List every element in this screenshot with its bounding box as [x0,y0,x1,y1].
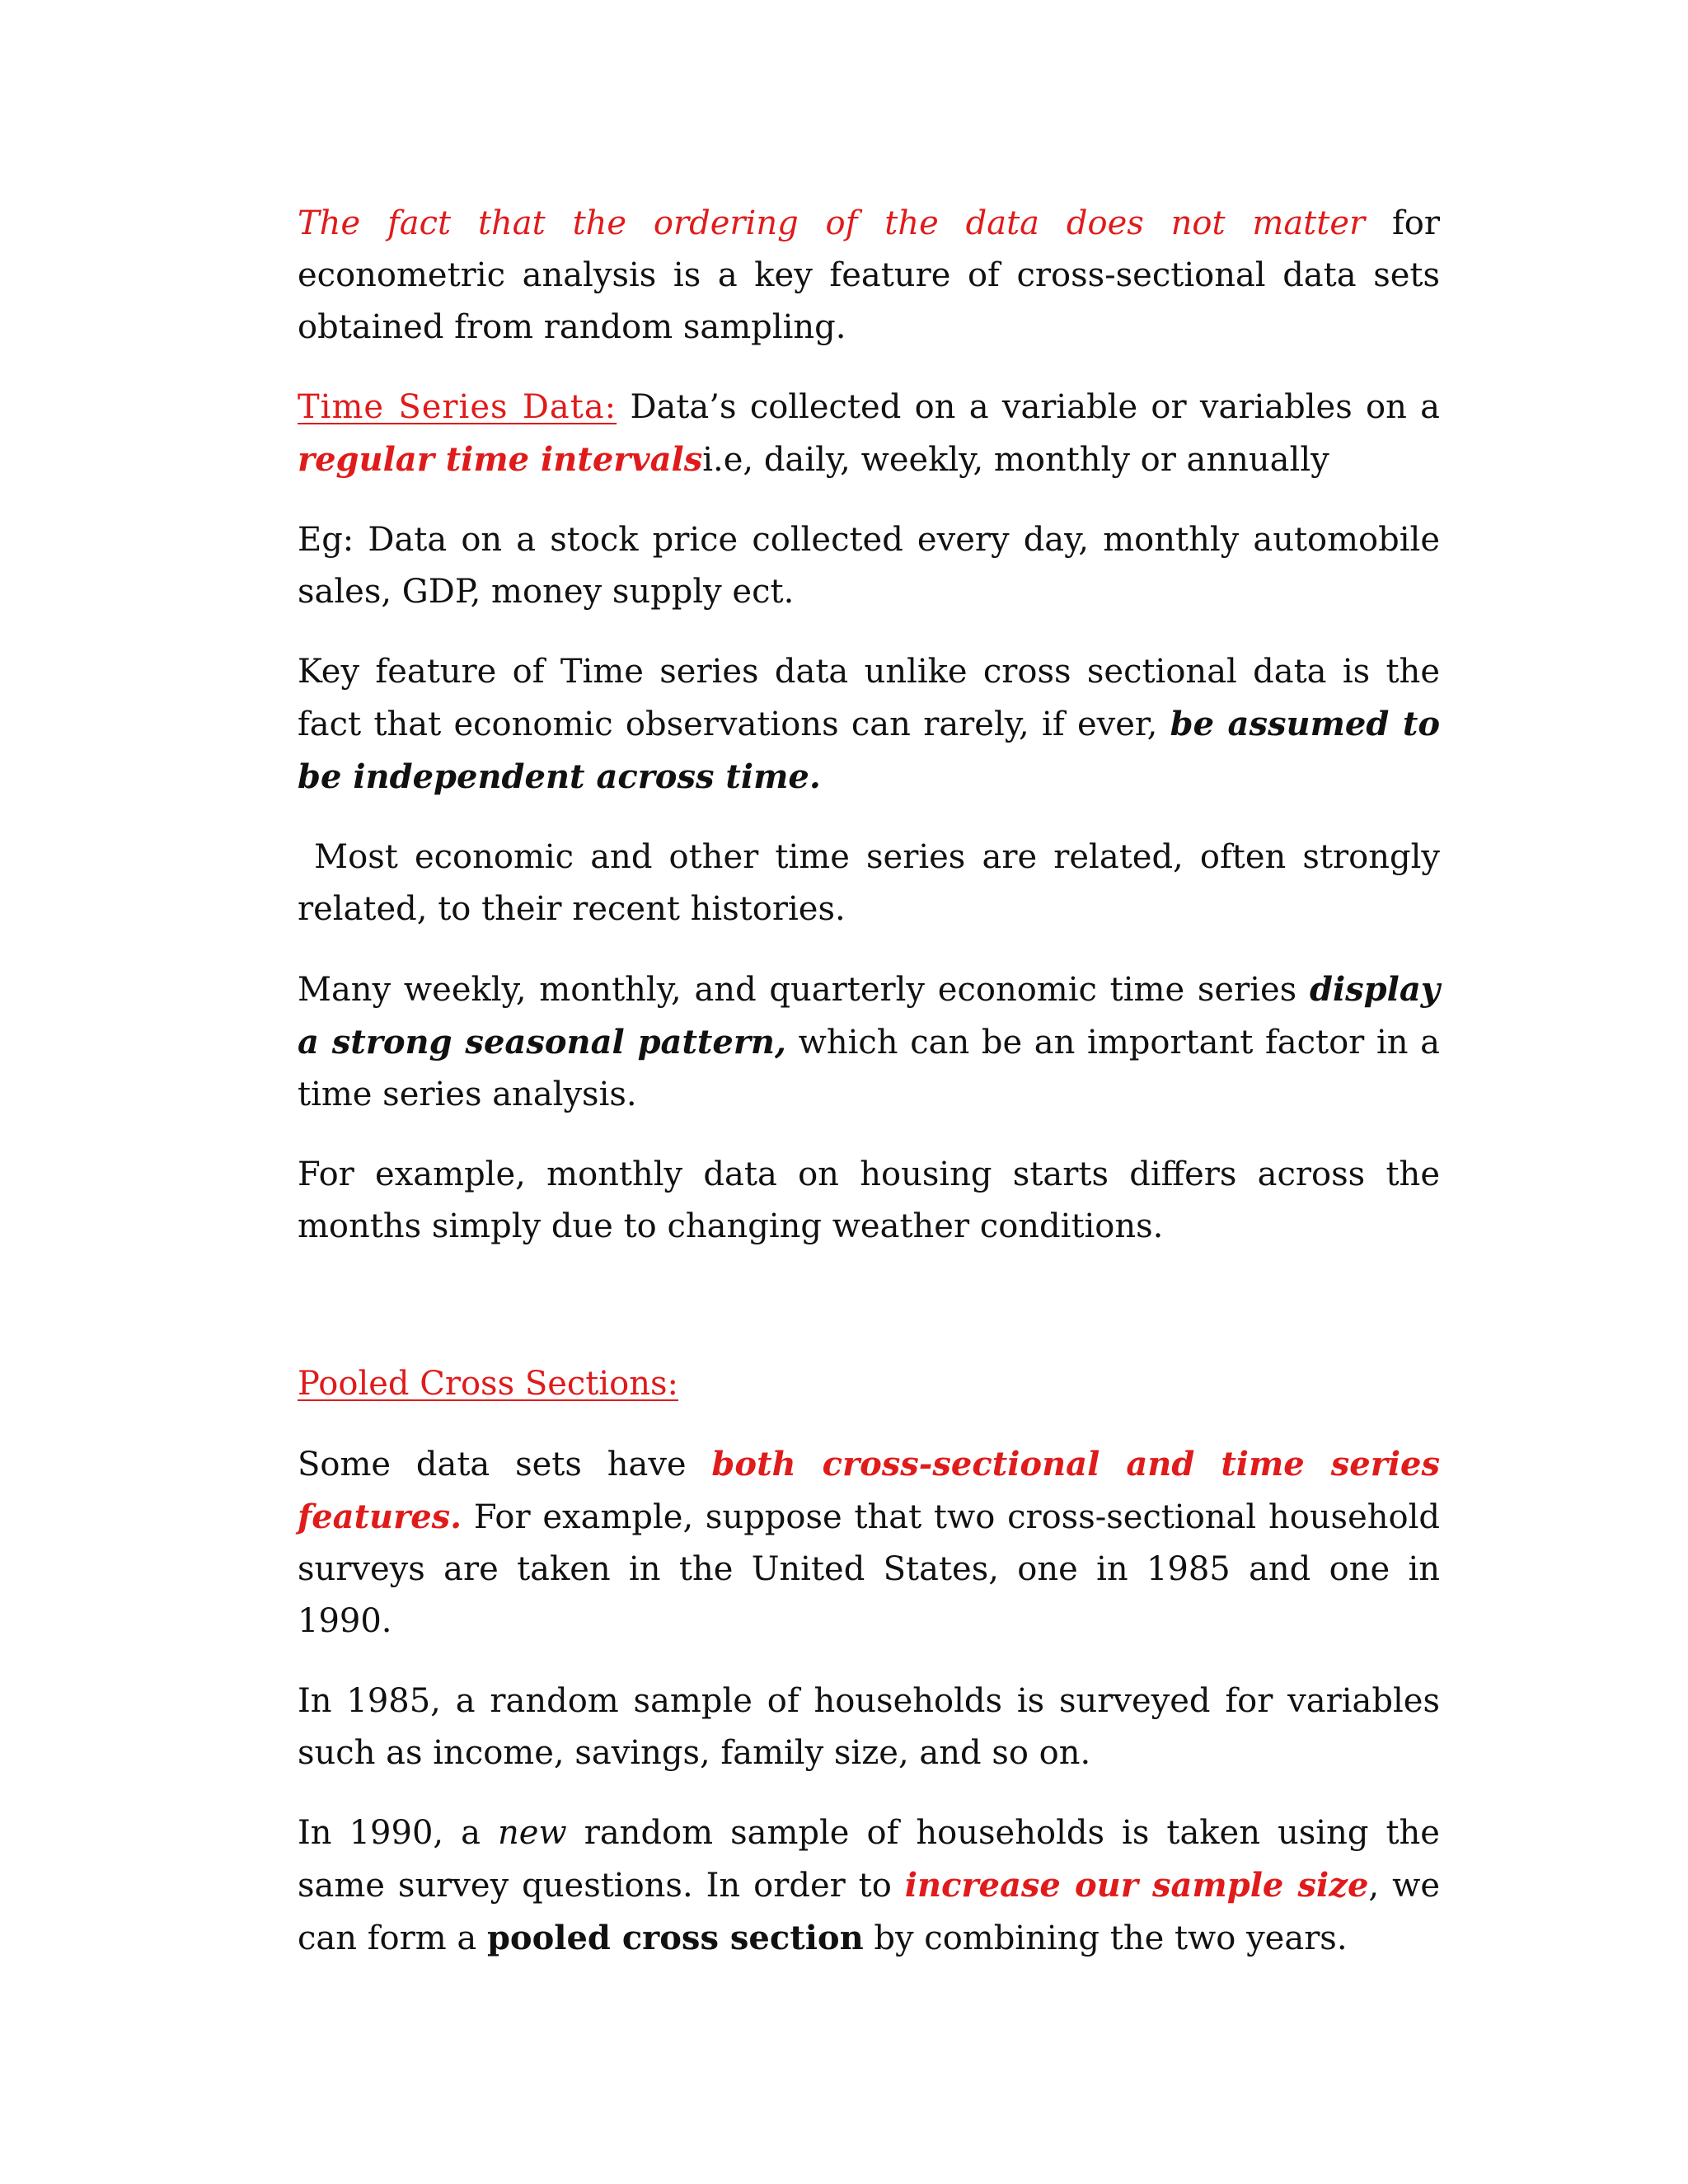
paragraph-text: for econometric analysis is a key feature of cross-sectional data sets obtained from random sampling. [298,204,1440,346]
paragraph-housing-example [298,1149,1440,1253]
paragraph-time-series-definition [298,382,1440,486]
paragraph-text: Most economic and other time series are related, often strongly related, to their recent histories. [298,838,1451,928]
paragraph-text: Many weekly, monthly, and quarterly economic time series [298,971,1310,1009]
paragraph-pooled-heading [298,1358,1440,1410]
paragraph-1990-sample [298,1807,1440,1965]
emphasis-pooled-cross-section: pooled cross section [486,1919,864,1957]
paragraph-pooled-intro [298,1438,1440,1647]
document-body [298,198,1451,1993]
emphasis-seasonal-pattern: display a strong seasonal pattern, [298,970,1440,1062]
emphasis-regular-time-intervals: regular time intervals [298,440,703,479]
paragraph-text: by combining the two years. [863,1919,1348,1957]
paragraph-1985-sample [298,1675,1440,1779]
paragraph-text: Data’s collected on a variable or variables on a [617,388,1440,426]
paragraph-text: Some data sets have [298,1446,712,1483]
paragraph-text: In 1990, a [298,1814,499,1852]
paragraph-text: i.e, daily, weekly, monthly or annually [702,441,1329,479]
paragraph-text: For example, suppose that two cross-sectional household surveys are taken in the United States, one in 1985 and one in 1990. [298,1498,1440,1640]
paragraph-text: random sample of households is taken using the same survey questions. In order to [298,1814,1440,1905]
paragraph-seasonal-pattern [298,963,1440,1121]
paragraph-ordering [298,198,1440,354]
emphasis-ordering: The fact that the ordering of the data does not matter [298,204,1366,242]
paragraph-text: Eg: Data on a stock price collected every day, monthly automobile sales, GDP, money supply ect. [298,521,1440,611]
paragraph-text: Key feature of Time series data unlike cross sectional data is the fact that economic observations can rarely, if ever, [298,653,1440,743]
paragraph-text: , we can form a [298,1867,1440,1957]
paragraph-key-feature [298,646,1440,804]
emphasis-new: new [498,1814,567,1852]
emphasis-increase-sample-size: increase our sample size [904,1866,1369,1905]
paragraph-related-histories [298,832,1451,935]
emphasis-both-features: both cross-sectional and time series features. [298,1445,1440,1536]
paragraph-text: In 1985, a random sample of households is surveyed for variables such as income, savings, family size, and so on. [298,1682,1440,1772]
paragraph-text: For example, monthly data on housing starts differs across the months simply due to changing weather conditions. [298,1155,1440,1245]
emphasis-independent-across-time: be assumed to be independent across time. [298,705,1440,796]
paragraph-example [298,514,1440,618]
paragraph-text: which can be an important factor in a time series analysis. [298,1024,1440,1113]
heading-pooled-cross-sections: Pooled Cross Sections: [298,1365,679,1403]
heading-time-series-data: Time Series Data: [298,388,617,426]
